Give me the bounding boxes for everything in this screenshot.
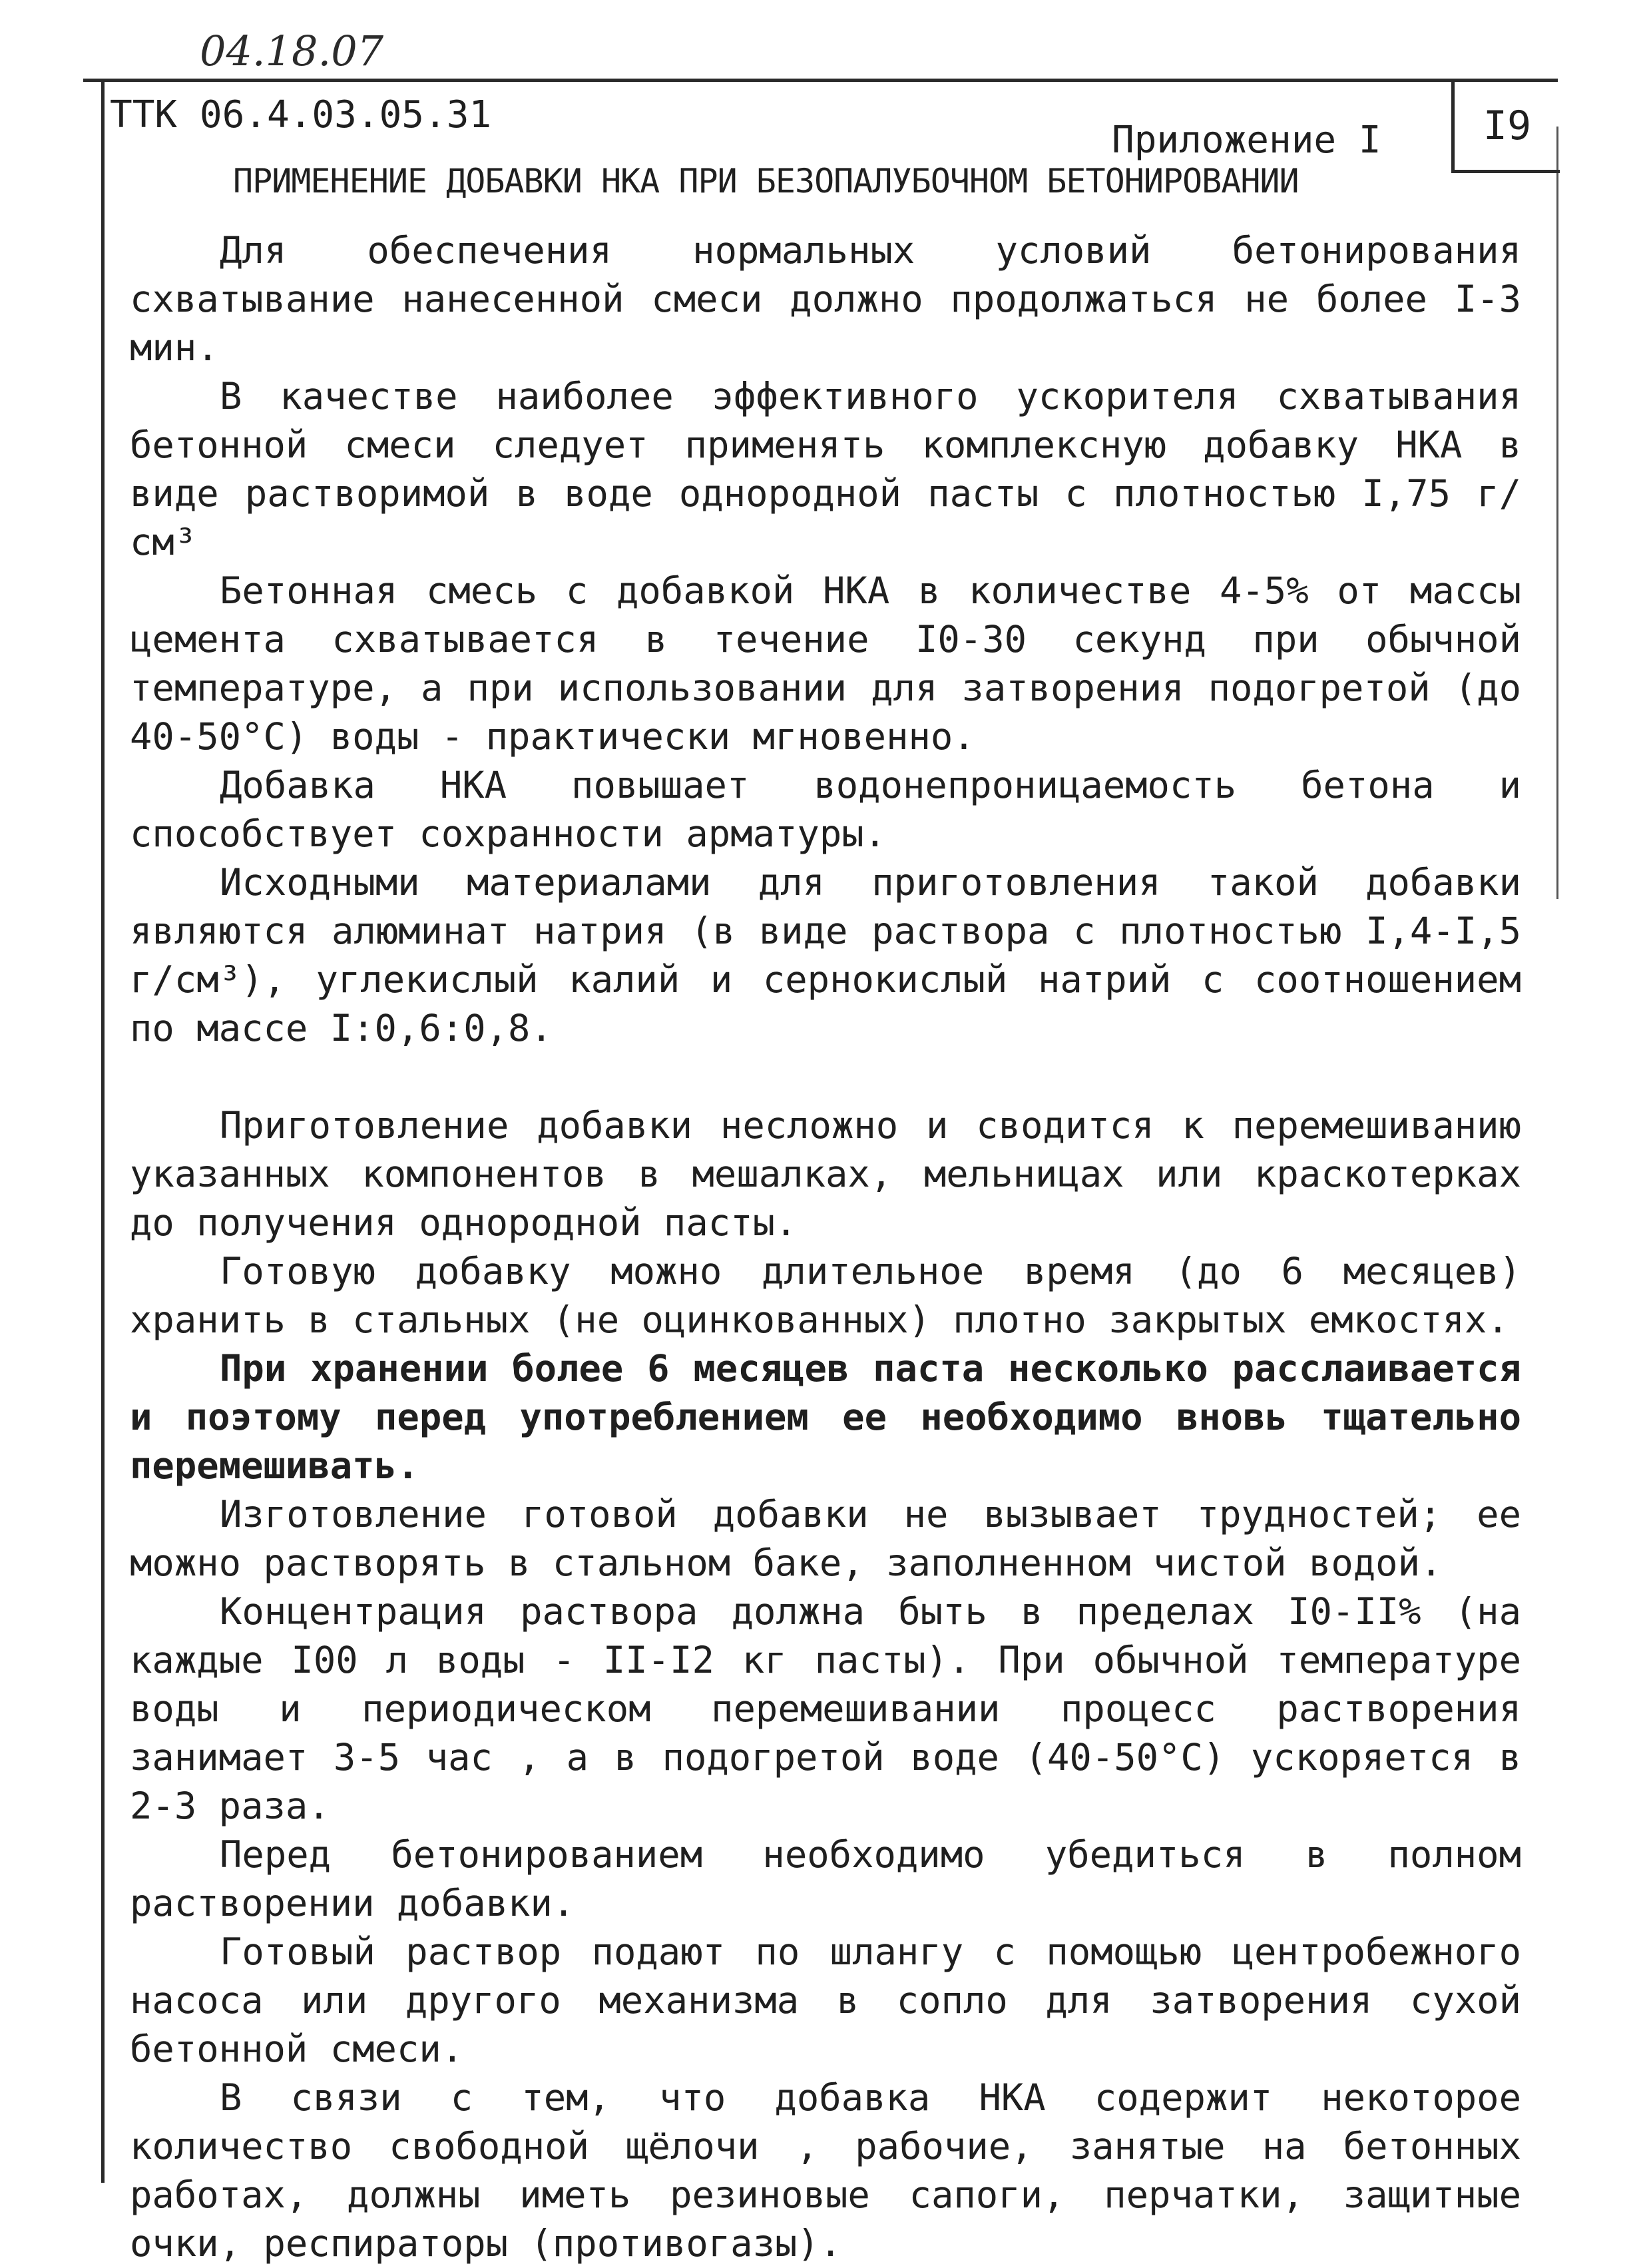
document-code: ТТК 06.4.03.05.31 [110,93,492,137]
paragraph-setting-time: Для обеспечения нормальных условий бетонирования схватывание нанесенной смеси должно продолжаться не более I-3 мин. [130,229,1521,370]
top-rule [83,79,1558,82]
paragraph-accelerator: В качестве наиболее эффективного ускорителя схватывания бетонной смеси следует применять комплексную добавку НКА в виде растворимой в воде однородной пасты с плотностью I,75 г/см³ [130,375,1521,564]
paragraph-dissolving: Изготовление готовой добавки не вызывает трудностей; ее можно растворять в стальном баке, заполненном чистой водой. [130,1493,1521,1585]
paragraph-waterproofing: Добавка НКА повышает водонепроницаемость бетона и способствует сохранности арматуры. [130,764,1521,856]
paragraph-preparation: Приготовление добавки несложно и сводится к перемешиванию указанных компонентов в мешалках, мельницах или краскотерках до получения однородной пасты. [130,1104,1521,1245]
paragraph-materials: Исходными материалами для приготовления такой добавки являются алюминат натрия (в виде раствора с плотностью I,4-I,5 г/см³), углекислый калий и сернокислый натрий с соотношением по массе I:0,6:0,8. [130,861,1521,1050]
paragraph-safety: В связи с тем, что добавка НКА содержит некоторое количество свободной щёлочи , рабочие, занятые на бетонных работах, должны иметь резиновые сапоги, перчатки, защитные очки, респираторы (противогазы). [130,2076,1521,2265]
left-margin-rule [101,79,105,2183]
paragraph-long-storage: При хранении более 6 месяцев паста несколько расслаивается и поэтому перед употреблением ее необходимо вновь тщательно перемешивать. [130,1347,1521,1488]
document-title: ПРИМЕНЕНИЕ ДОБАВКИ НКА ПРИ БЕЗОПАЛУБОЧНОМ БЕТОНИРОВАНИИ [233,162,1299,200]
paragraph-supply: Готовый раствор подают по шлангу с помощью центробежного насоса или другого механизма в сопло для затворения сухой бетонной смеси. [130,1930,1521,2071]
paragraph-dosage: Бетонная смесь с добавкой НКА в количестве 4-5% от массы цемента схватывается в течение I0-30 секунд при обычной температуре, а при использовании для затворения подогретой (до 40-50°С) воды - практически мгновенно. [130,569,1521,758]
right-margin-rule [1556,127,1558,899]
page-number: I9 [1483,103,1532,149]
body-text [130,226,1521,2268]
paragraph-concentration: Концентрация раствора должна быть в пределах I0-II% (на каждые I00 л воды - II-I2 кг пасты). При обычной температуре воды и периодическом перемешивании процесс растворения занимает 3-5 час , а в подогретой воде (40-50°С) ускоряется в 2-3 раза. [130,1590,1521,1828]
handwritten-note: 04.18.07 [200,27,384,75]
paragraph-check: Перед бетонированием необходимо убедиться в полном растворении добавки. [130,1833,1521,1925]
paragraph-storage: Готовую добавку можно длительное время (до 6 месяцев) хранить в стальных (не оцинкованных) плотно закрытых емкостях. [130,1250,1521,1342]
appendix-label: Приложение I [1112,119,1381,162]
page-number-box [1451,82,1560,173]
